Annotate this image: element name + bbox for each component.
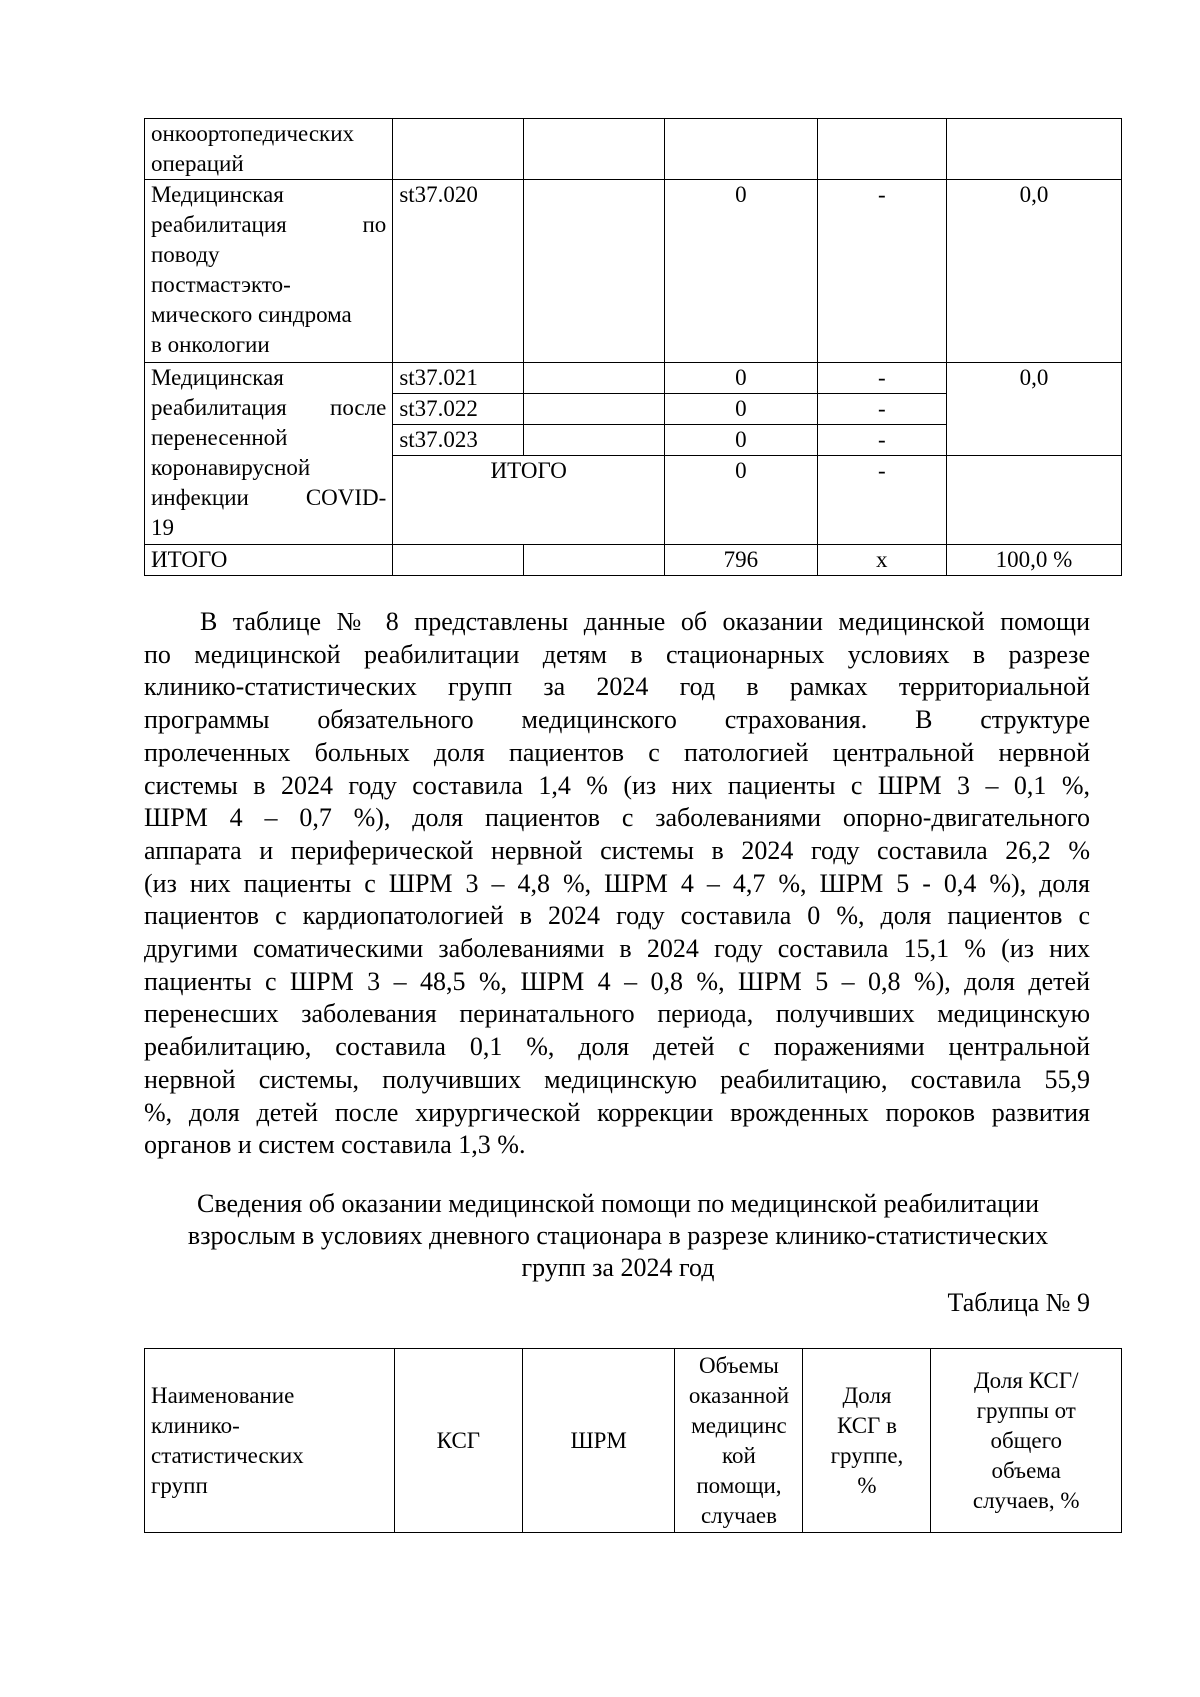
text-line: органов и систем составила 1,3 %. bbox=[144, 1130, 526, 1160]
header-text: объема bbox=[991, 1457, 1061, 1483]
cell-text: Медицинская bbox=[151, 182, 284, 207]
heading-line: групп за 2024 год bbox=[521, 1253, 715, 1282]
header-text: случаев, % bbox=[972, 1487, 1080, 1513]
share-group-value: х bbox=[876, 547, 888, 572]
header-text: статистических bbox=[151, 1442, 304, 1468]
body-paragraph bbox=[144, 606, 1090, 1162]
header-text: помощи, bbox=[696, 1472, 782, 1498]
header-text: КСГ в bbox=[836, 1412, 897, 1438]
share-group-value: - bbox=[877, 182, 886, 207]
table-cell bbox=[393, 456, 665, 545]
cell-text: мического синдрома bbox=[151, 302, 352, 327]
table-cell bbox=[393, 180, 523, 363]
table-cell bbox=[817, 180, 946, 363]
table-cell bbox=[393, 425, 523, 456]
header-text: оказанной bbox=[688, 1382, 790, 1408]
volume-value: 0 bbox=[735, 182, 747, 207]
header-text: общего bbox=[990, 1427, 1062, 1453]
header-text: Доля КСГ/ bbox=[973, 1367, 1079, 1393]
volume-value: 796 bbox=[723, 547, 759, 572]
share-group-value: - bbox=[877, 458, 886, 483]
heading-line: взрослым в условиях дневного стационара в разрезе клинико-статистических bbox=[187, 1221, 1049, 1250]
volume-value: 0 bbox=[735, 458, 747, 483]
table-cell bbox=[523, 425, 664, 456]
text-line: пациенты с ШРМ 3 – 48,5 %, ШРМ 4 – 0,8 %, ШРМ 5 – 0,8 %), доля детей bbox=[144, 966, 1090, 996]
header-cell-volume bbox=[675, 1349, 803, 1533]
table-cell bbox=[946, 545, 1121, 576]
text-line: ШРМ 4 – 0,7 %), доля пациентов с заболеваниями опорно-двигательного bbox=[144, 803, 1090, 833]
table-cell bbox=[665, 545, 818, 576]
text-line: В таблице № 8 представлены данные об оказании медицинской помощи bbox=[200, 607, 1090, 636]
text-line: клинико-статистических групп за 2024 год в рамках территориальной bbox=[144, 672, 1090, 702]
header-cell-share-group bbox=[803, 1349, 931, 1533]
table-cell bbox=[817, 425, 946, 456]
cell-text: перенесенной bbox=[151, 425, 288, 450]
table-cell bbox=[665, 119, 818, 180]
table-row bbox=[145, 363, 1122, 394]
share-total-value: 100,0 % bbox=[995, 547, 1073, 572]
table-cell bbox=[817, 394, 946, 425]
table-cell bbox=[145, 363, 393, 545]
cell-text: реабилитация после bbox=[151, 395, 387, 420]
header-text: группы от bbox=[976, 1397, 1076, 1423]
ksg-code: st37.022 bbox=[399, 396, 478, 421]
header-cell-name bbox=[145, 1349, 395, 1533]
text-line: другими соматическими заболеваниями в 2024 году составила 15,1 % (из них bbox=[144, 934, 1090, 964]
text-line: программы обязательного медицинского страхования. В структуре bbox=[144, 705, 1090, 735]
header-text: % bbox=[857, 1472, 877, 1498]
total-label: ИТОГО bbox=[151, 547, 228, 572]
table-cell bbox=[393, 545, 523, 576]
text-line: перенесших заболевания перинатального периода, получивших медицинскую bbox=[144, 999, 1090, 1029]
cell-text: Медицинская bbox=[151, 365, 284, 390]
table-cell bbox=[523, 545, 664, 576]
cell-text: поводу bbox=[151, 242, 220, 267]
text-line: системы в 2024 году составила 1,4 % (из них пациенты с ШРМ 3 – 0,1 %, bbox=[144, 770, 1090, 800]
table-cell bbox=[523, 363, 664, 394]
table-cell bbox=[946, 119, 1121, 180]
share-total-value: 0,0 bbox=[1019, 365, 1049, 390]
cell-text: 19 bbox=[151, 515, 174, 540]
share-group-value: - bbox=[877, 396, 886, 421]
cell-text: в онкологии bbox=[151, 332, 270, 357]
table-cell bbox=[817, 456, 946, 545]
table-row bbox=[145, 119, 1122, 180]
table-cell bbox=[665, 425, 818, 456]
header-cell-share-total bbox=[931, 1349, 1122, 1533]
header-text: КСГ bbox=[436, 1427, 481, 1453]
text-line: пациентов с кардиопатологией в 2024 году составила 0 %, доля пациентов с bbox=[144, 901, 1090, 931]
ksg-code: st37.021 bbox=[399, 365, 478, 390]
text-line: пролеченных больных доля пациентов с патологией центральной нервной bbox=[144, 737, 1090, 767]
table-cell bbox=[145, 545, 393, 576]
share-group-value: - bbox=[877, 365, 886, 390]
header-text: Доля bbox=[842, 1382, 892, 1408]
ksg-code: st37.020 bbox=[399, 182, 478, 207]
table-cell bbox=[817, 119, 946, 180]
table-cell bbox=[393, 363, 523, 394]
cell-text: реабилитация по bbox=[151, 212, 387, 237]
share-total-value: 0,0 bbox=[1019, 182, 1049, 207]
table-cell bbox=[523, 394, 664, 425]
table-cell bbox=[393, 119, 523, 180]
header-cell-ksg bbox=[394, 1349, 522, 1533]
header-cell-shrm bbox=[522, 1349, 675, 1533]
table-9-header bbox=[144, 1348, 1122, 1533]
table-cell bbox=[145, 119, 393, 180]
text-line: аппарата и периферической нервной системы в 2024 году составила 26,2 % bbox=[144, 835, 1090, 865]
table-cell bbox=[393, 394, 523, 425]
cell-text: онкоортопедических операций bbox=[151, 121, 355, 176]
table-cell bbox=[523, 180, 664, 363]
table-cell bbox=[817, 545, 946, 576]
share-group-value: - bbox=[877, 427, 886, 452]
header-text: кой bbox=[722, 1442, 756, 1468]
table-cell bbox=[817, 363, 946, 394]
header-text: клинико- bbox=[151, 1412, 240, 1438]
table-number: Таблица № 9 bbox=[947, 1288, 1090, 1317]
table-cell bbox=[145, 180, 393, 363]
table-heading bbox=[130, 1188, 1106, 1284]
header-text: группе, bbox=[830, 1442, 904, 1468]
header-text: случаев bbox=[700, 1502, 777, 1528]
table-cell bbox=[665, 180, 818, 363]
table-cell bbox=[946, 456, 1121, 545]
header-text: Объемы bbox=[699, 1352, 779, 1378]
volume-value: 0 bbox=[735, 365, 747, 390]
text-line: (из них пациенты с ШРМ 3 – 4,8 %, ШРМ 4 – 4,7 %, ШРМ 5 - 0,4 %), доля bbox=[144, 868, 1090, 898]
text-line: нервной системы, получивших медицинскую реабилитацию, составила 55,9 bbox=[144, 1064, 1090, 1094]
heading-line: Сведения об оказании медицинской помощи по медицинской реабилитации bbox=[197, 1189, 1039, 1218]
table-cell bbox=[665, 456, 818, 545]
table-header-row bbox=[145, 1349, 1122, 1533]
table-cell bbox=[946, 363, 1121, 456]
cell-text: постмастэкто- bbox=[151, 272, 291, 297]
text-line: реабилитацию, составила 0,1 %, доля детей с поражениями центральной bbox=[144, 1032, 1090, 1062]
table-cell bbox=[665, 394, 818, 425]
header-text: медицинс bbox=[691, 1412, 787, 1438]
table-cell bbox=[946, 180, 1121, 363]
cell-text: коронавирусной bbox=[151, 455, 311, 480]
subtotal-label: ИТОГО bbox=[490, 458, 567, 483]
table-row bbox=[145, 545, 1122, 576]
text-line: по медицинской реабилитации детям в стационарных условиях в разрезе bbox=[144, 639, 1090, 669]
cell-text: инфекции COVID- bbox=[151, 485, 387, 510]
header-text: ШРМ bbox=[570, 1427, 627, 1453]
text-line: %, доля детей после хирургической коррекции врожденных пороков развития bbox=[144, 1097, 1090, 1127]
volume-value: 0 bbox=[735, 427, 747, 452]
table-row bbox=[145, 180, 1122, 363]
header-text: групп bbox=[151, 1472, 208, 1498]
volume-value: 0 bbox=[735, 396, 747, 421]
table-cell bbox=[523, 119, 664, 180]
ksg-code: st37.023 bbox=[399, 427, 478, 452]
table-8-continuation bbox=[144, 118, 1122, 576]
table-cell bbox=[665, 363, 818, 394]
header-text: Наименование bbox=[151, 1382, 295, 1408]
